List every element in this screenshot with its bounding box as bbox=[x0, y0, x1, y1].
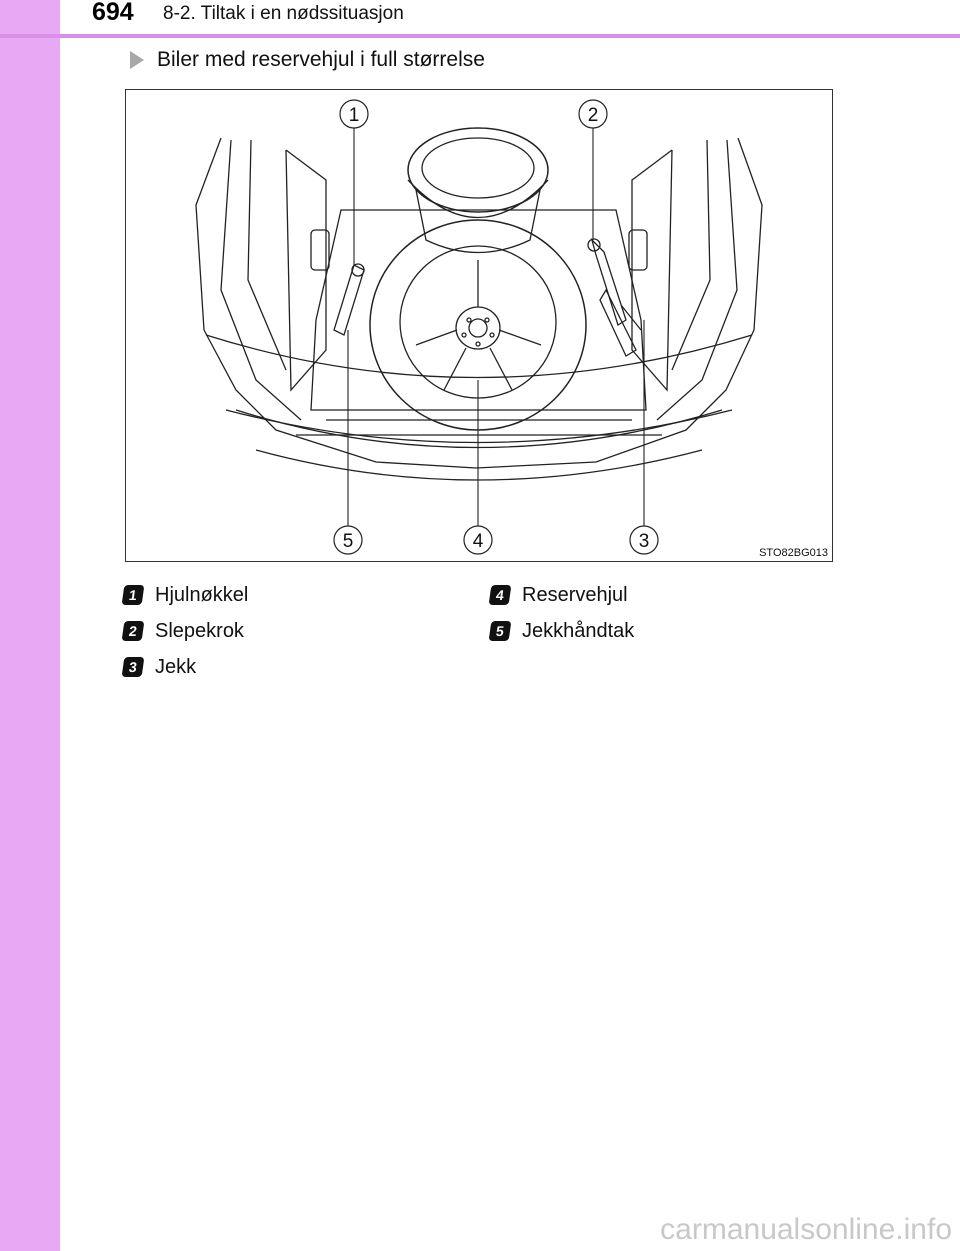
legend-item bbox=[490, 577, 634, 613]
number-badge: 5 bbox=[489, 621, 512, 641]
header-rule bbox=[0, 34, 960, 38]
legend-item bbox=[123, 649, 248, 685]
page-number: 694 bbox=[92, 0, 134, 26]
legend-left bbox=[123, 577, 248, 685]
callout-2: 2 bbox=[587, 105, 599, 126]
legend-label: Slepekrok bbox=[155, 619, 244, 642]
number-badge: 2 bbox=[122, 621, 145, 641]
legend-item bbox=[490, 613, 634, 649]
subheading-text: Biler med reservehjul i full størrelse bbox=[157, 48, 485, 71]
figure-code: STO82BG013 bbox=[759, 547, 828, 559]
number-badge: 4 bbox=[489, 585, 512, 605]
callout-5: 5 bbox=[342, 531, 354, 552]
trunk-drawing bbox=[126, 90, 832, 561]
legend-label: Reservehjul bbox=[522, 583, 628, 606]
section-title: 8-2. Tiltak i en nødssituasjon bbox=[163, 3, 404, 24]
trunk-illustration bbox=[125, 89, 833, 562]
watermark: carmanualsonline.info bbox=[660, 1213, 952, 1246]
legend-item bbox=[123, 613, 248, 649]
side-color-band bbox=[0, 0, 60, 1251]
callout-3: 3 bbox=[638, 531, 650, 552]
legend-label: Jekk bbox=[155, 655, 197, 678]
subheading bbox=[130, 48, 485, 72]
legend-label: Jekkhåndtak bbox=[522, 619, 635, 642]
legend-item bbox=[123, 577, 248, 613]
legend-label: Hjulnøkkel bbox=[155, 583, 249, 606]
callout-4: 4 bbox=[472, 531, 484, 552]
number-badge: 3 bbox=[122, 657, 145, 677]
triangle-bullet-icon bbox=[130, 51, 144, 69]
callout-1: 1 bbox=[348, 105, 360, 126]
number-badge: 1 bbox=[122, 585, 145, 605]
legend-right bbox=[490, 577, 634, 649]
